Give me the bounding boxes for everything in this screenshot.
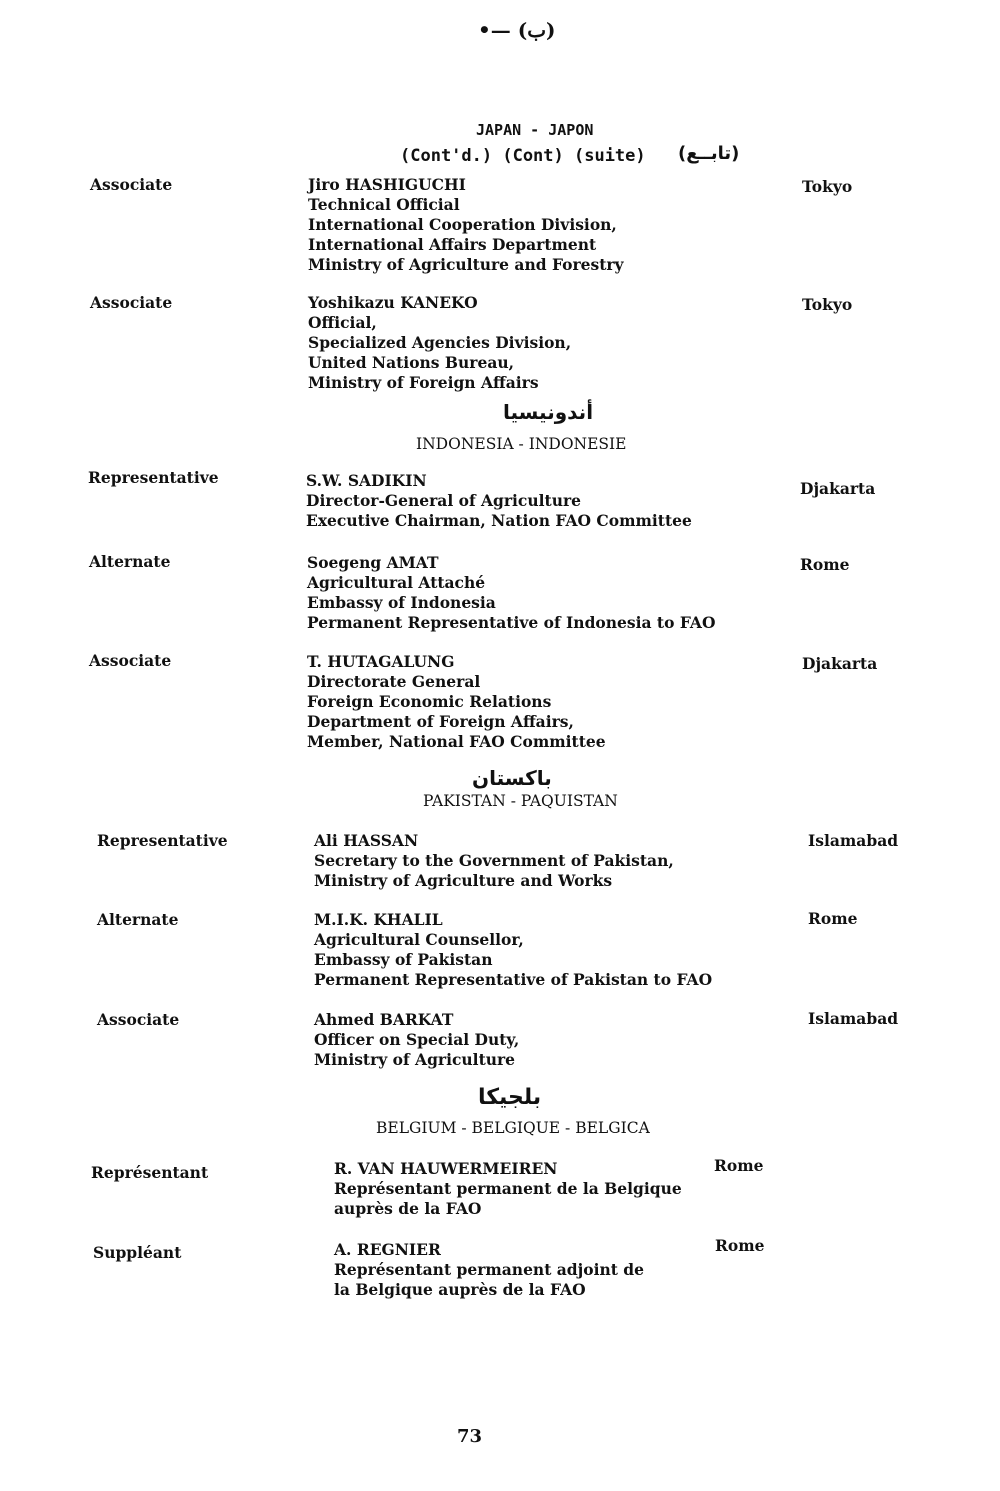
role-label: Representative bbox=[97, 831, 228, 850]
delegate-detail: Secretary to the Government of Pakistan, bbox=[314, 851, 674, 870]
delegate-detail: Directorate General bbox=[307, 672, 481, 691]
delegate-name: R. VAN HAUWERMEIREN bbox=[334, 1159, 558, 1178]
delegate-name: T. HUTAGALUNG bbox=[307, 652, 455, 671]
delegate-detail: Ministry of Agriculture and Works bbox=[314, 871, 613, 890]
delegate-block bbox=[308, 293, 571, 393]
delegate-detail: Executive Chairman, Nation FAO Committee bbox=[306, 511, 692, 530]
pakistan-arabic-heading: باكستان bbox=[472, 766, 552, 790]
delegate-detail: Foreign Economic Relations bbox=[307, 692, 552, 711]
role-label: Associate bbox=[90, 293, 173, 312]
delegate-detail: Department of Foreign Affairs, bbox=[307, 712, 574, 731]
delegate-detail: Ministry of Agriculture and Forestry bbox=[308, 255, 624, 274]
delegate-detail: Officer on Special Duty, bbox=[314, 1030, 520, 1049]
delegate-block bbox=[314, 831, 674, 891]
location-label: Islamabad bbox=[808, 1009, 899, 1028]
delegate-detail: Représentant permanent adjoint de bbox=[334, 1260, 644, 1279]
delegate-block bbox=[306, 471, 692, 531]
role-label: Associate bbox=[97, 1010, 180, 1029]
delegate-detail: Embassy of Pakistan bbox=[314, 950, 493, 969]
location-label: Rome bbox=[714, 1156, 764, 1175]
delegate-block bbox=[334, 1240, 644, 1300]
delegate-block bbox=[314, 910, 712, 990]
delegate-name: Ali HASSAN bbox=[314, 831, 419, 850]
delegate-detail: Director-General of Agriculture bbox=[306, 491, 581, 510]
role-label: Représentant bbox=[91, 1163, 209, 1182]
delegate-block bbox=[307, 652, 606, 752]
location-label: Tokyo bbox=[802, 177, 853, 196]
location-label: Rome bbox=[808, 909, 858, 928]
role-label: Alternate bbox=[97, 910, 179, 929]
location-label: Islamabad bbox=[808, 831, 899, 850]
delegate-detail: Technical Official bbox=[308, 195, 460, 214]
delegate-detail: International Affairs Department bbox=[308, 235, 597, 254]
indonesia-heading: INDONESIA - INDONESIE bbox=[416, 435, 627, 453]
delegate-detail: Agricultural Attaché bbox=[307, 573, 486, 592]
delegate-detail: Specialized Agencies Division, bbox=[308, 333, 572, 352]
delegate-name: Yoshikazu KANEKO bbox=[308, 293, 478, 312]
delegate-detail: Member, National FAO Committee bbox=[307, 732, 606, 751]
location-label: Rome bbox=[715, 1236, 765, 1255]
role-label: Suppléant bbox=[93, 1243, 182, 1262]
indonesia-arabic-heading: أندونيسيا bbox=[503, 400, 594, 424]
delegate-name: Ahmed BARKAT bbox=[314, 1010, 454, 1029]
page-number: 73 bbox=[457, 1426, 483, 1447]
delegate-detail: Embassy of Indonesia bbox=[307, 593, 496, 612]
delegate-name: S.W. SADIKIN bbox=[306, 471, 427, 490]
role-label: Associate bbox=[90, 175, 173, 194]
delegate-detail: Agricultural Counsellor, bbox=[314, 930, 524, 949]
location-label: Djakarta bbox=[802, 654, 878, 673]
delegate-name: M.I.K. KHALIL bbox=[314, 910, 443, 929]
delegate-detail: auprès de la FAO bbox=[334, 1199, 482, 1218]
delegate-detail: International Cooperation Division, bbox=[308, 215, 617, 234]
delegate-detail: Représentant permanent de la Belgique bbox=[334, 1179, 682, 1198]
location-label: Rome bbox=[800, 555, 850, 574]
location-label: Tokyo bbox=[802, 295, 853, 314]
delegate-detail: Permanent Representative of Indonesia to FAO bbox=[307, 613, 716, 632]
role-label: Representative bbox=[88, 468, 219, 487]
top-marker: •— (ب) bbox=[478, 18, 556, 42]
japan-heading: JAPAN - JAPON bbox=[476, 121, 594, 139]
belgium-heading: BELGIUM - BELGIQUE - BELGICA bbox=[376, 1119, 650, 1137]
japan-subheading-arabic: (تابــع) bbox=[678, 143, 740, 164]
delegate-detail: United Nations Bureau, bbox=[308, 353, 515, 372]
delegate-detail: Official, bbox=[308, 313, 377, 332]
delegate-block bbox=[334, 1159, 682, 1219]
delegate-name: Jiro HASHIGUCHI bbox=[308, 175, 466, 194]
delegate-block bbox=[308, 175, 624, 275]
japan-subheading: (Cont'd.) (Cont) (suite) bbox=[400, 146, 646, 166]
delegate-block bbox=[314, 1010, 519, 1070]
belgium-arabic-heading: بلجيكا bbox=[478, 1085, 542, 1110]
delegate-detail: Ministry of Foreign Affairs bbox=[308, 373, 539, 392]
location-label: Djakarta bbox=[800, 479, 876, 498]
pakistan-heading: PAKISTAN - PAQUISTAN bbox=[423, 792, 618, 810]
role-label: Associate bbox=[89, 651, 172, 670]
delegate-name: A. REGNIER bbox=[334, 1240, 441, 1259]
delegate-detail: Ministry of Agriculture bbox=[314, 1050, 516, 1069]
role-label: Alternate bbox=[89, 552, 171, 571]
delegate-detail: la Belgique auprès de la FAO bbox=[334, 1280, 586, 1299]
delegate-block bbox=[307, 553, 715, 633]
delegate-name: Soegeng AMAT bbox=[307, 553, 439, 572]
delegate-detail: Permanent Representative of Pakistan to FAO bbox=[314, 970, 713, 989]
